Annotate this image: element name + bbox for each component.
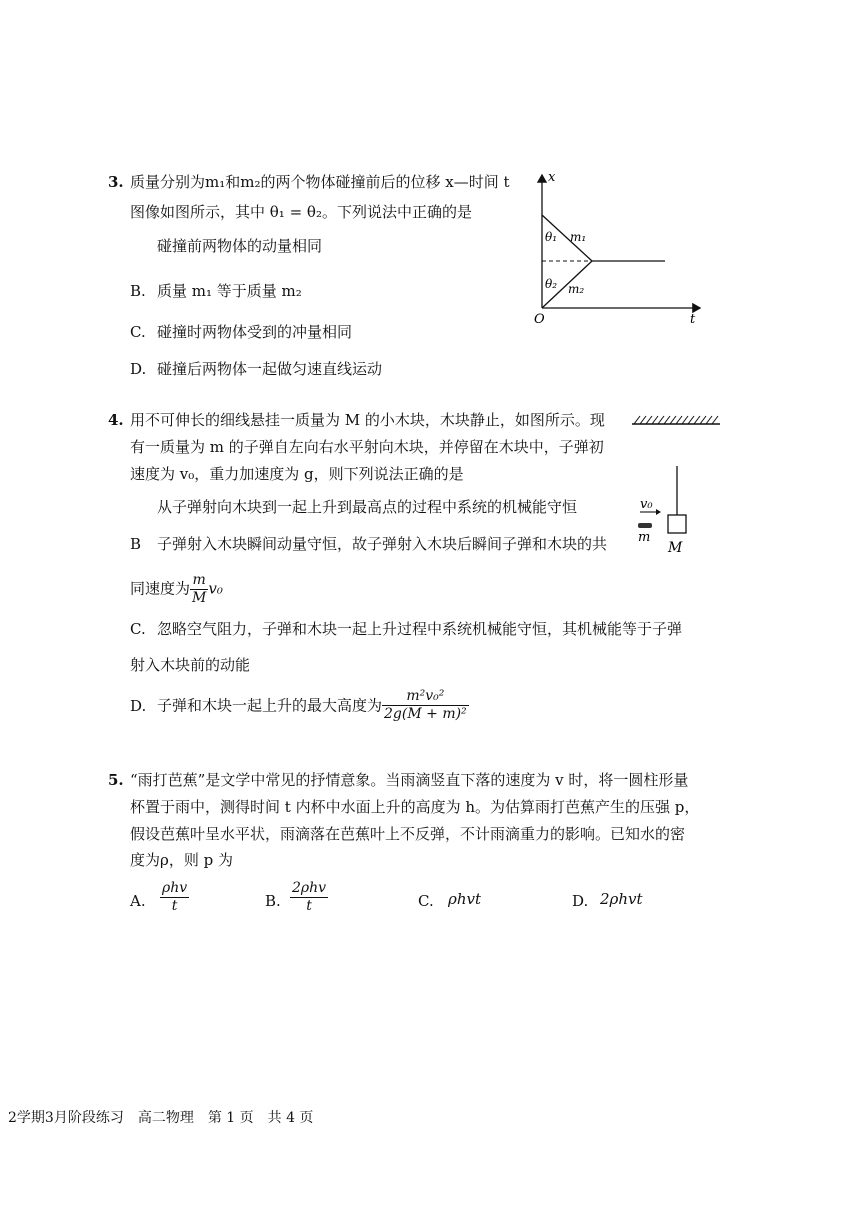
option-d-label: D. bbox=[130, 697, 147, 715]
theta2-label: θ₂ bbox=[545, 277, 558, 291]
fraction-denominator: t bbox=[171, 898, 178, 914]
option-b-fraction bbox=[190, 572, 208, 607]
bullet bbox=[638, 523, 652, 528]
fraction-numerator: ρhv bbox=[162, 880, 188, 896]
y-axis-label: x bbox=[548, 170, 556, 185]
option-c-label: C. bbox=[130, 620, 146, 638]
option-d-fraction bbox=[382, 688, 469, 723]
velocity-label: v₀ bbox=[640, 497, 653, 512]
question-stem-line: 度为ρ，则 p 为 bbox=[130, 851, 233, 869]
theta1-label: θ₁ bbox=[545, 230, 558, 244]
option-c-label: C. bbox=[130, 323, 146, 341]
pendulum-figure bbox=[628, 408, 728, 558]
ceiling-hatch bbox=[634, 416, 718, 424]
question-stem-line: 有一质量为 m 的子弹自左向右水平射向木块，并停留在木块中，子弹初 bbox=[130, 438, 604, 456]
question-stem-line: 质量分别为m₁和m₂的两个物体碰撞前后的位移 x—时间 t bbox=[130, 173, 510, 191]
option-a-text: 碰撞前两物体的动量相同 bbox=[157, 237, 323, 255]
option-c-label: C. bbox=[418, 892, 434, 910]
option-b-continued bbox=[130, 572, 223, 607]
option-b-text: 质量 m₁ 等于质量 m₂ bbox=[157, 282, 302, 300]
question-stem-line: 图像如图所示，其中 θ₁ = θ₂。下列说法中正确的是 bbox=[130, 203, 472, 221]
velocity-arrowhead bbox=[656, 509, 661, 515]
x-axis-label: t bbox=[690, 312, 696, 327]
page-footer: 2学期3月阶段练习 高二物理 第 1 页 共 4 页 bbox=[8, 1110, 314, 1126]
m2-label: m₂ bbox=[568, 282, 585, 296]
option-b-tail: v₀ bbox=[208, 579, 223, 598]
question-stem-line: 杯置于雨中，测得时间 t 内杯中水面上升的高度为 h。为估算雨打芭蕉产生的压强 p， bbox=[130, 798, 700, 816]
option-b-label: B bbox=[130, 535, 142, 553]
option-c-text: 碰撞时两物体受到的冲量相同 bbox=[157, 323, 353, 341]
block-mass-label: M bbox=[668, 540, 683, 556]
option-a-text: 从子弹射向木块到一起上升到最高点的过程中系统的机械能守恒 bbox=[157, 498, 578, 516]
fraction-denominator: M bbox=[192, 590, 207, 606]
fraction-numerator: m bbox=[190, 572, 208, 590]
block bbox=[668, 515, 686, 533]
option-d-text: 碰撞后两物体一起做匀速直线运动 bbox=[157, 360, 383, 378]
option-d-label: D. bbox=[130, 360, 147, 378]
fraction-numerator: 2ρhv bbox=[292, 880, 327, 896]
option-c-text: ρhvt bbox=[448, 890, 481, 908]
option-b-text-line2: 同速度为 bbox=[130, 579, 191, 598]
xt-graph bbox=[520, 165, 710, 330]
question-stem-line: 假设芭蕉叶呈水平状，雨滴落在芭蕉叶上不反弹，不计雨滴重力的影响。已知水的密 bbox=[130, 825, 686, 843]
question-number: 4. bbox=[108, 411, 124, 429]
question-stem-line: 速度为 v₀，重力加速度为 g，则下列说法正确的是 bbox=[130, 465, 464, 483]
fraction-denominator: 2g(M + m)² bbox=[384, 706, 467, 722]
question-stem-line: 用不可伸长的细线悬挂一质量为 M 的小木块，木块静止，如图所示。现 bbox=[130, 411, 605, 429]
option-a-fraction bbox=[160, 880, 189, 915]
option-d-text: 子弹和木块一起上升的最大高度为 bbox=[157, 696, 383, 715]
option-d-text: 2ρhvt bbox=[600, 890, 643, 908]
question-number: 3. bbox=[108, 173, 124, 191]
option-b-label: B. bbox=[130, 282, 146, 300]
origin-label: O bbox=[534, 312, 545, 327]
option-d-label: D. bbox=[572, 892, 589, 910]
m1-label: m₁ bbox=[570, 230, 587, 244]
option-a-label: A. bbox=[130, 892, 146, 910]
option-c-text: 忽略空气阻力，子弹和木块一起上升过程中系统机械能守恒，其机械能等于子弹 bbox=[157, 620, 683, 638]
question-number: 5. bbox=[108, 771, 124, 789]
option-c-text-line2: 射入木块前的动能 bbox=[130, 656, 251, 674]
option-d-content bbox=[157, 688, 469, 723]
bullet-mass-label: m bbox=[638, 530, 651, 545]
option-b-text: 子弹射入木块瞬间动量守恒，故子弹射入木块后瞬间子弹和木块的共 bbox=[157, 535, 608, 553]
option-b-label: B. bbox=[265, 892, 281, 910]
question-stem-line: “雨打芭蕉”是文学中常见的抒情意象。当雨滴竖直下落的速度为 v 时，将一圆柱形量 bbox=[130, 771, 689, 789]
fraction-denominator: t bbox=[306, 898, 312, 914]
fraction-numerator: m²v₀² bbox=[382, 688, 469, 706]
option-b-fraction bbox=[290, 880, 328, 915]
